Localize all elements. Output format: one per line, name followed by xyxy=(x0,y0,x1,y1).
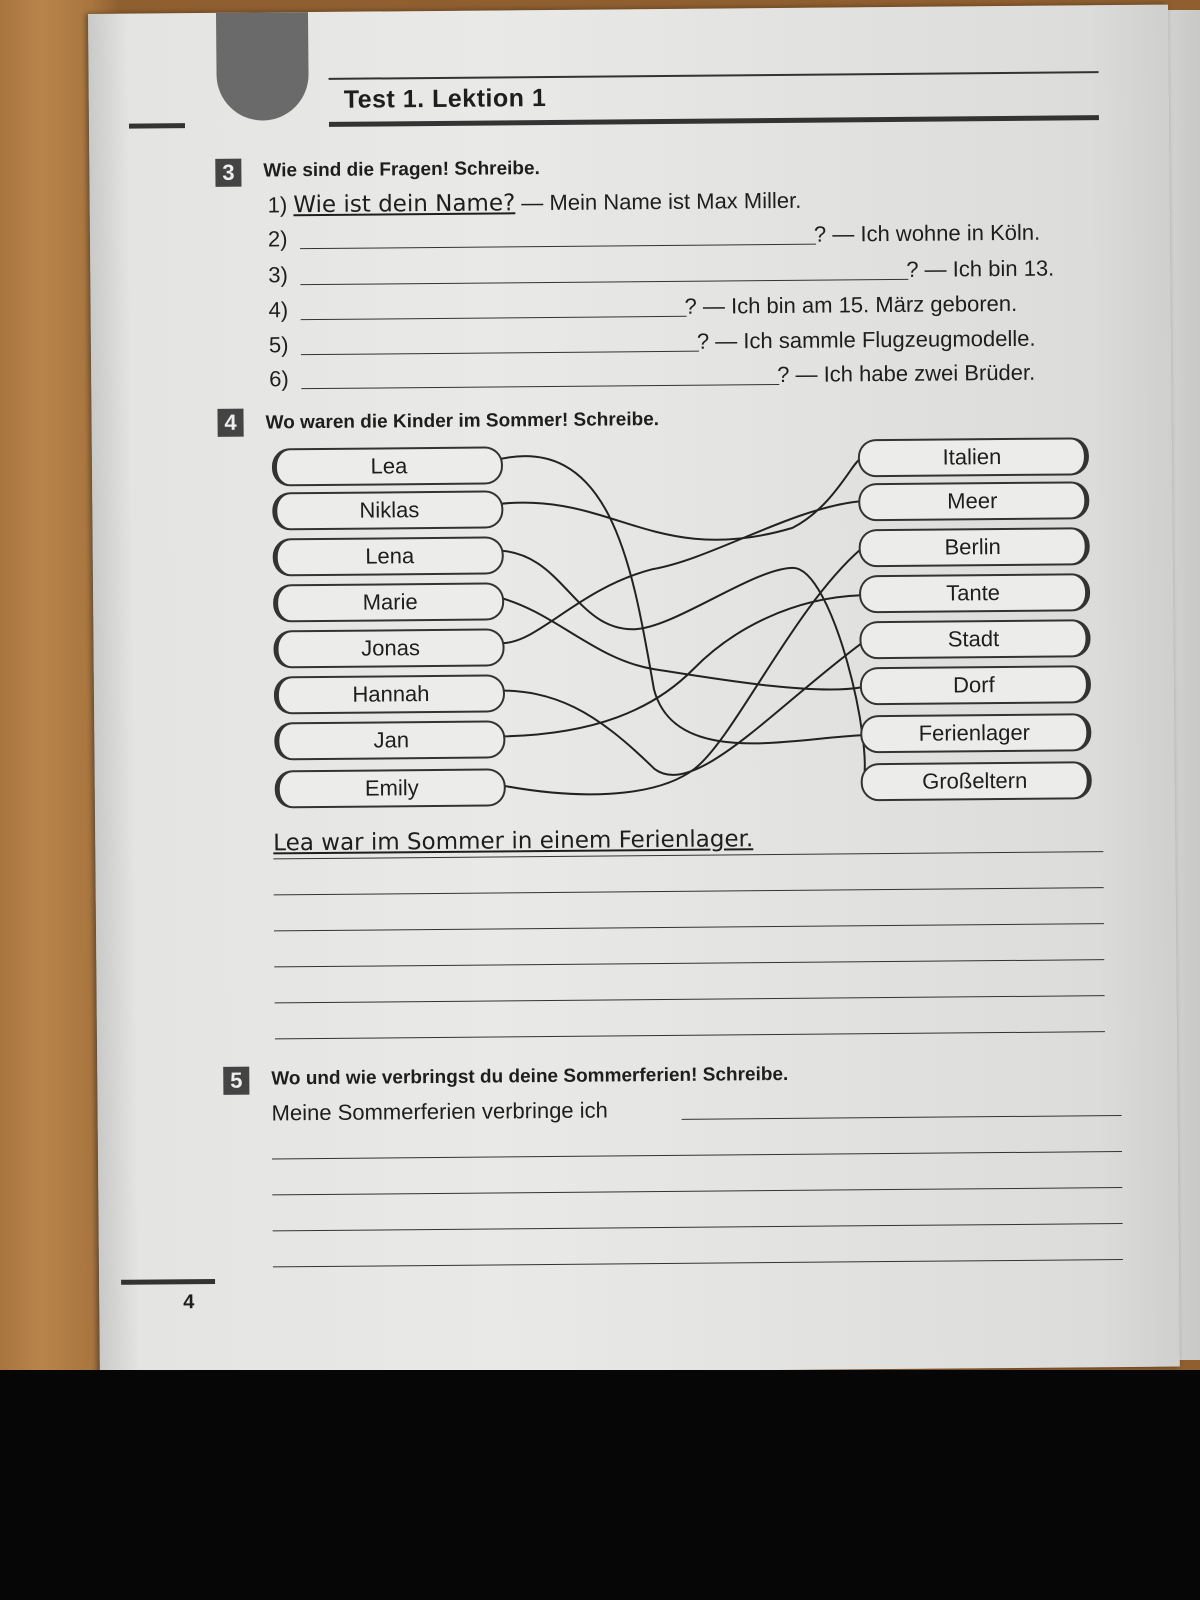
connector-lena xyxy=(495,547,865,786)
name-pill-jan[interactable]: Jan xyxy=(274,720,505,760)
place-pill-ferienlager[interactable]: Ferienlager xyxy=(860,713,1091,753)
dark-background xyxy=(0,1370,1200,1600)
page-number: 4 xyxy=(183,1291,195,1314)
task5-number: 5 xyxy=(223,1067,249,1095)
task3-item-3-answer: ? — Ich bin 13. xyxy=(906,255,1055,282)
writing-line[interactable] xyxy=(682,1115,1122,1120)
task3-item-2-answer: ? — Ich wohne in Köln. xyxy=(813,219,1041,247)
connector-hannah xyxy=(496,643,863,776)
place-pill-stadt[interactable]: Stadt xyxy=(859,619,1090,659)
connector-lea xyxy=(494,453,863,745)
name-pill-lena[interactable]: Lena xyxy=(273,536,504,576)
place-pill-berlin[interactable]: Berlin xyxy=(859,527,1090,567)
item-answer: — Mein Name ist Max Miller. xyxy=(521,187,802,216)
place-pill-grosseltern[interactable]: Großeltern xyxy=(861,761,1092,801)
matching-lines xyxy=(88,5,1175,834)
place-pill-italien[interactable]: Italien xyxy=(858,437,1089,477)
task3-title: Wie sind die Fragen! Schreibe. xyxy=(263,158,540,182)
place-pill-dorf[interactable]: Dorf xyxy=(860,665,1091,705)
task3-item-4-answer: ? — Ich bin am 15. März geboren. xyxy=(684,290,1018,319)
task4-number: 4 xyxy=(217,409,243,437)
task5-title: Wo und wie verbringst du deine Sommerferien! Schreibe. xyxy=(271,1063,789,1090)
footer-rule xyxy=(121,1279,215,1285)
task3-number: 3 xyxy=(215,159,241,187)
task4-answer-1: Lea war im Sommer in einem Ferienlager. xyxy=(273,826,754,857)
writing-line[interactable] xyxy=(273,1259,1123,1267)
task5-intro: Meine Sommerferien verbringe ich xyxy=(271,1097,608,1126)
task3-item-2-number: 2) xyxy=(267,226,288,252)
name-pill-lea[interactable]: Lea xyxy=(272,446,503,486)
name-pill-niklas[interactable]: Niklas xyxy=(272,490,503,530)
writing-line[interactable] xyxy=(272,1151,1122,1159)
writing-line[interactable] xyxy=(272,1187,1122,1195)
writing-line[interactable] xyxy=(274,887,1104,895)
connector-marie xyxy=(495,593,862,692)
workbook-page xyxy=(88,5,1180,1376)
task3-item-5-answer: ? — Ich sammle Flugzeugmodelle. xyxy=(696,325,1036,354)
name-pill-emily[interactable]: Emily xyxy=(275,768,506,808)
name-pill-marie[interactable]: Marie xyxy=(273,582,504,622)
place-pill-meer[interactable]: Meer xyxy=(858,481,1089,521)
task3-item-6-answer: ? — Ich habe zwei Brüder. xyxy=(777,359,1036,387)
writing-line[interactable] xyxy=(273,1223,1123,1231)
page-title: Test 1. Lektion 1 xyxy=(343,84,547,114)
handwritten-question: Wie ist dein Name? xyxy=(293,190,516,219)
task4-title: Wo waren die Kinder im Sommer! Schreibe. xyxy=(265,409,660,434)
task3-item-6-number: 6) xyxy=(269,366,289,392)
writing-line[interactable] xyxy=(274,959,1104,967)
connector-niklas xyxy=(494,459,861,542)
task3-item-5-number: 5) xyxy=(268,332,289,358)
name-pill-jonas[interactable]: Jonas xyxy=(273,628,504,668)
writing-line[interactable] xyxy=(275,995,1105,1003)
item-number: 1) xyxy=(267,192,288,218)
place-pill-tante[interactable]: Tante xyxy=(859,573,1090,613)
task3-item-4-number: 4) xyxy=(268,297,289,323)
task3-item-3-number: 3) xyxy=(268,262,288,288)
writing-line[interactable] xyxy=(275,1031,1105,1039)
name-pill-hannah[interactable]: Hannah xyxy=(274,674,505,714)
writing-line[interactable] xyxy=(274,923,1104,931)
